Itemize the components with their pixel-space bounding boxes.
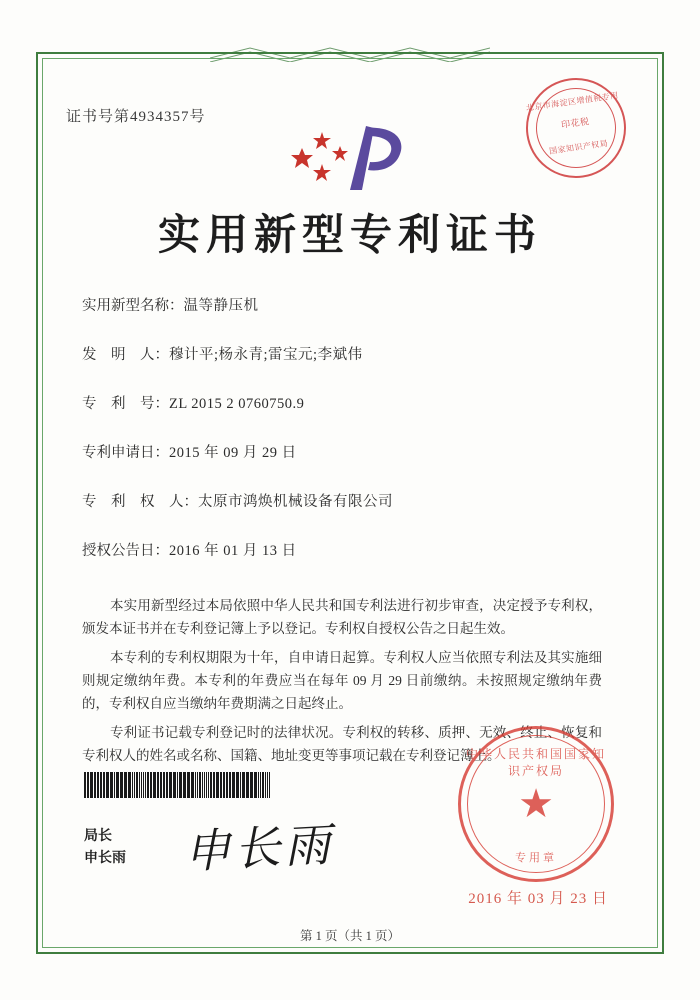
- field-value: 太原市鸿焕机械设备有限公司: [198, 494, 393, 510]
- legal-paragraph-3: 专利证书记载专利登记时的法律状况。专利权的转移、质押、无效、终止、恢复和专利权人的姓名或名称、国籍、地址变更等事项记载在专利登记簿上。: [82, 725, 602, 763]
- field-list: [82, 296, 602, 590]
- document-title: 实用新型专利证书: [157, 210, 542, 259]
- field-label: 专 利 号：: [82, 396, 169, 412]
- field-value: 2015 年 09 月 29 日: [169, 445, 297, 461]
- field-row-application-date: [82, 443, 602, 463]
- field-row-invention-name: [82, 296, 602, 316]
- corner-ornament-tl: [36, 52, 64, 80]
- field-row-patent-number: [82, 394, 602, 414]
- field-label: 授权公告日：: [82, 543, 169, 559]
- serial-suffix: 号: [189, 109, 206, 125]
- field-label: 专利申请日：: [82, 445, 169, 461]
- field-value: ZL 2015 2 0760750.9: [169, 396, 305, 412]
- corner-ornament-tr: [636, 52, 664, 80]
- tax-stamp-line2: 印花税: [560, 116, 591, 130]
- field-label: 发 明 人：: [82, 347, 169, 363]
- official-seal-bottom-text: 专用章: [515, 852, 557, 864]
- barcode: [84, 772, 272, 798]
- field-row-patentee: [82, 492, 602, 512]
- director-title-label: 局长: [84, 829, 112, 844]
- tax-stamp-line3: 国家知识产权局: [548, 138, 609, 156]
- field-row-inventors: [82, 345, 602, 365]
- legal-paragraph-2: 本专利的专利权期限为十年，自申请日起算。专利权人应当依照专利法及其实施细则规定缴纳年费。本专利的年费应当在每年 09 月 29 日前缴纳。未按照规定缴纳年费的，专利权自应当缴纳年费期满之日起终止。: [82, 650, 602, 711]
- serial-number: 4934357: [130, 109, 190, 125]
- patent-emblem-icon: [288, 118, 414, 196]
- page-footer: 第 1 页（共 1 页）: [299, 929, 400, 943]
- legal-paragraph-1: 本实用新型经过本局依照中华人民共和国专利法进行初步审查，决定授予专利权，颁发本证书并在专利登记簿上予以登记。专利权自授权公告之日起生效。: [82, 598, 602, 636]
- signature-labels: [84, 826, 126, 870]
- star-icon: ★: [518, 781, 554, 826]
- field-value: 2016 年 01 月 13 日: [169, 543, 297, 559]
- certificate-serial: [66, 105, 206, 126]
- field-label: 专 利 权 人：: [82, 494, 198, 510]
- official-seal: [458, 726, 614, 882]
- serial-label: 证书号第: [66, 109, 131, 125]
- director-handwritten-signature: 申长雨: [182, 817, 336, 879]
- field-value: 穆计平;杨永青;雷宝元;李斌伟: [169, 347, 363, 363]
- director-name-label: 申长雨: [84, 851, 126, 866]
- field-value: 温等静压机: [183, 298, 259, 314]
- field-row-grant-date: [82, 541, 602, 561]
- official-seal-top-text: 中华人民共和国国家知识产权局: [465, 747, 606, 778]
- tax-stamp-line1: 北京市海淀区增值税专用: [525, 90, 620, 113]
- seal-date: 2016 年 03 月 23 日: [468, 891, 608, 907]
- field-label: 实用新型名称：: [82, 298, 184, 314]
